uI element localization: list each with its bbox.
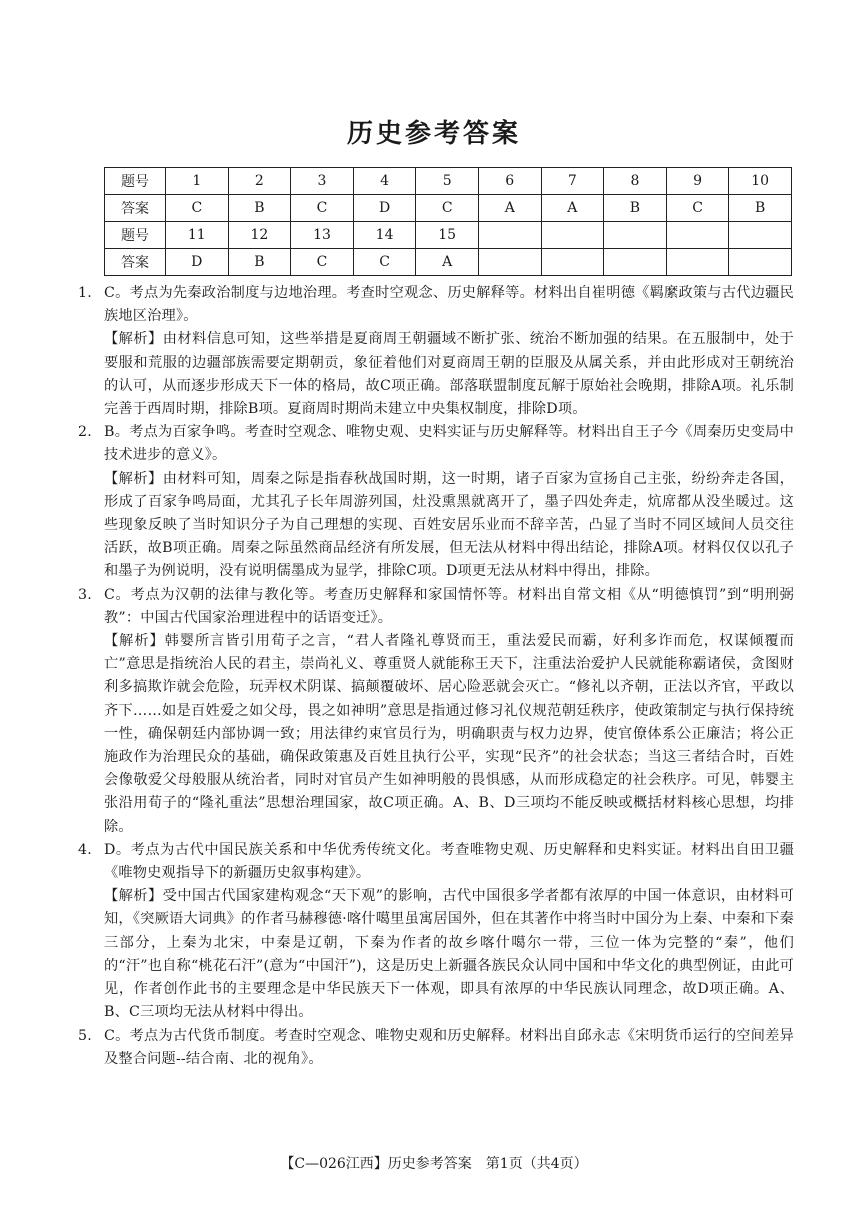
item-body (104, 584, 794, 839)
answer-table-cell: 12 (228, 222, 291, 249)
answer-table-cell (729, 249, 792, 276)
answer-table-cell: B (729, 195, 792, 222)
answer-table-cell: A (541, 195, 604, 222)
answer-table-cell: B (228, 195, 291, 222)
item-number: 1. (78, 285, 92, 301)
item-analysis: 【解析】由材料可知，周秦之际是指春秋战国时期，这一时期，诸子百家为宣扬自己主张，纷纷奔走各国，形成了百家争鸣局面，尤其孔子长年周游列国，灶没熏黑就离开了，墨子四处奔走，炕席都从没坐暖过。这些现象反映了当时知识分子为自己理想的实现、百姓安居乐业而不辞辛苦，凸显了当时不同区域间人员交往活跃，故B项正确。周秦之际虽然商品经济有所发展，但无法从材料中得出结论，排除A项。材料仅仅以孔子和墨子为例说明，没有说明儒墨成为显学，排除C项。D项更无法从材料中得出，排除。 (104, 470, 794, 580)
answer-table-header-cell: 答案 (105, 249, 166, 276)
answer-table-cell: C (416, 195, 479, 222)
answer-table-row (105, 195, 792, 222)
answer-table-cell: 8 (604, 168, 667, 195)
answer-table-cell: 14 (353, 222, 416, 249)
item-body (104, 421, 794, 583)
answer-table-cell: B (228, 249, 291, 276)
item-body (104, 1025, 794, 1071)
answer-table-cell: 15 (416, 222, 479, 249)
answer-table-row (105, 168, 792, 195)
answer-table-cell (541, 249, 604, 276)
answer-table-cell (604, 249, 667, 276)
answer-item (78, 282, 794, 421)
answer-item (78, 584, 794, 839)
answer-table-cell (541, 222, 604, 249)
answer-table-cell (478, 249, 541, 276)
answer-table-cell: 7 (541, 168, 604, 195)
item-number: 2. (78, 424, 92, 441)
answer-table-row (105, 222, 792, 249)
item-analysis: 【解析】韩婴所言皆引用荀子之言，“君人者隆礼尊贤而王，重法爱民而霸，好利多诈而危，权谋倾覆而亡”意思是指统治人民的君主，崇尚礼义、尊重贤人就能称王天下，注重法治爱护人民就能称霸诸侯，贪图财利多搞欺诈就会危险，玩弄权术阴谋、搞颠覆破坏、居心险恶就会灭亡。“修礼以齐朝，正法以齐官，平政以齐下……如是百姓爱之如父母，畏之如神明”意思是指通过修习礼仪规范朝廷秩序，使政策制定与执行保持统一性，确保朝廷内部协调一致；用法律约束官员行为，明确职责与权力边界，使官僚体系公正廉洁；将公正施政作为治理民众的基础，确保政策惠及百姓且执行公平，实现“民齐”的社会状态；当这三者结合时，百姓会像敬爱父母般服从统治者，同时对官员产生如神明般的畏惧感，从而形成稳定的社会秩序。可见，韩婴主张沿用荀子的“隆礼重法”思想治理国家，故C项正确。A、B、D三项均不能反映或概括材料核心思想，均排除。 (104, 633, 794, 835)
answer-table-header-cell: 题号 (105, 222, 166, 249)
answer-table-cell: C (353, 249, 416, 276)
answer-table-cell: 10 (729, 168, 792, 195)
answer-table-cell: 11 (166, 222, 229, 249)
item-number: 3. (78, 586, 92, 603)
answer-table-cell: D (166, 249, 229, 276)
answer-table-cell: C (291, 249, 354, 276)
answer-table-cell: C (666, 195, 729, 222)
answer-table-header-cell: 题号 (105, 168, 166, 195)
answer-table-cell (666, 249, 729, 276)
answer-item (78, 421, 794, 583)
answer-table-cell: 3 (291, 168, 354, 195)
answer-table-cell: 4 (353, 168, 416, 195)
answer-table-cell: 6 (478, 168, 541, 195)
answer-table-cell (604, 222, 667, 249)
answer-table-cell: 9 (666, 168, 729, 195)
answer-table-cell (729, 222, 792, 249)
item-summary: B。考点为百家争鸣。考查时空观念、唯物史观、史料实证与历史解释等。材料出自王子今《周秦历史变局中技术进步的意义》。 (104, 424, 794, 464)
answer-explanations (78, 282, 794, 1071)
item-number: 5. (78, 1027, 92, 1044)
answer-table-cell: A (478, 195, 541, 222)
item-analysis: 【解析】受中国古代国家建构观念“天下观”的影响，古代中国很多学者都有浓厚的中国一体意识，由材料可知，《突厥语大词典》的作者马赫穆德·喀什噶里虽寓居国外，但在其著作中将当时中国分为上秦、中秦和下秦三部分，上秦为北宋，中秦是辽朝，下秦为作者的故乡喀什噶尔一带，三位一体为完整的“秦”，他们的“汗”也自称“桃花石汗”(意为“中国汗”)，这是历史上新疆各族民众认同中国和中华文化的典型例证，由此可见，作者创作此书的主要理念是中华民族天下一体观，即具有浓厚的中华民族认同理念，故D项正确。A、B、C三项均无法从材料中得出。 (104, 888, 794, 1021)
answer-table-row (105, 249, 792, 276)
item-number: 4. (78, 841, 92, 858)
answer-table-cell: A (416, 249, 479, 276)
answer-table-cell: C (166, 195, 229, 222)
answer-table-cell (666, 222, 729, 249)
answer-item (78, 839, 794, 1025)
answer-table-cell: 5 (416, 168, 479, 195)
item-analysis: 【解析】由材料信息可知，这些举措是夏商周王朝疆域不断扩张、统治不断加强的结果。在五服制中，处于要服和荒服的边疆部族需要定期朝贡，象征着他们对夏商周王朝的臣服及从属关系，并由此形成对王朝统治的认可，从而逐步形成天下一体的格局，故C项正确。部落联盟制度瓦解于原始社会晚期，排除A项。礼乐制完善于西周时期，排除B项。夏商周时期尚未建立中央集权制度，排除D项。 (104, 331, 794, 418)
item-summary: C。考点为古代货币制度。考查时空观念、唯物史观和历史解释。材料出自邱永志《宋明货币运行的空间差异及整合问题--结合南、北的视角》。 (104, 1027, 794, 1067)
item-body (104, 282, 794, 421)
answer-table-cell (478, 222, 541, 249)
page-footer: 【C—026江西】历史参考答案 第1页（共4页） (280, 1156, 588, 1172)
answer-table-header-cell: 答案 (105, 195, 166, 222)
answer-table-cell: 1 (166, 168, 229, 195)
item-summary: C。考点为汉朝的法律与教化等。考查历史解释和家国情怀等。材料出自常文相《从“明德慎罚”到“明刑弼教”：中国古代国家治理进程中的话语变迁》。 (104, 586, 794, 626)
answer-table-cell: 2 (228, 168, 291, 195)
answer-table-cell: 13 (291, 222, 354, 249)
answer-table-cell: D (353, 195, 416, 222)
answer-table-cell: C (291, 195, 354, 222)
answer-table-cell: B (604, 195, 667, 222)
answer-item (78, 1025, 794, 1071)
item-summary: C。考点为先秦政治制度与边地治理。考查时空观念、历史解释等。材料出自崔明德《羁縻政策与古代边疆民族地区治理》。 (104, 285, 794, 325)
item-summary: D。考点为古代中国民族关系和中华优秀传统文化。考查唯物史观、历史解释和史料实证。材料出自田卫疆《唯物史观指导下的新疆历史叙事构建》。 (104, 841, 794, 882)
page-title: 历史参考答案 (346, 119, 521, 149)
item-body (104, 839, 794, 1025)
answer-table (104, 167, 792, 276)
